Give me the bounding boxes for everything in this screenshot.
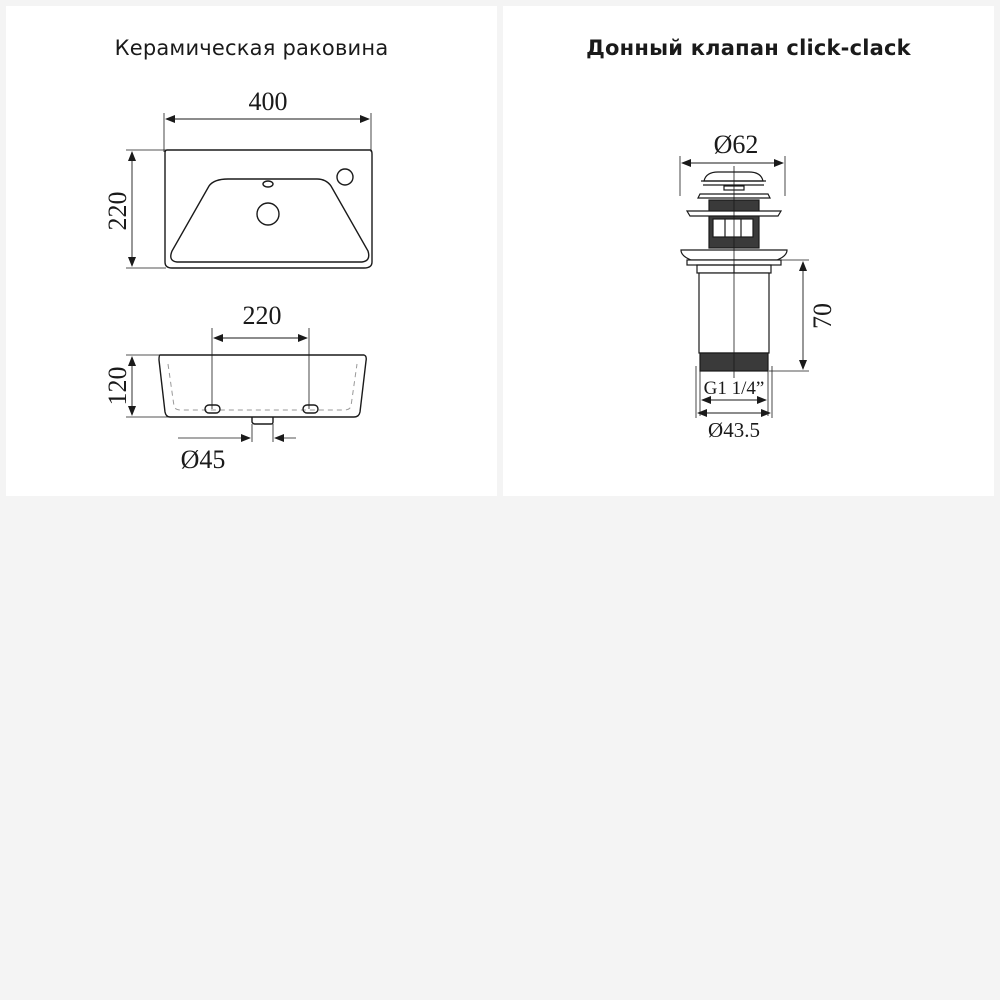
valve-drawing <box>503 6 994 496</box>
basin-drain-diameter-dimension: Ø45 <box>180 445 226 474</box>
valve-card <box>503 6 994 496</box>
valve-outer-diameter-dimension: Ø43.5 <box>708 418 760 442</box>
valve-length-dimension: 70 <box>808 303 837 329</box>
basin-width-dimension: 400 <box>248 87 288 116</box>
basin-drawing <box>6 6 497 496</box>
basin-depth-dimension: 220 <box>103 191 132 231</box>
basin-top-view <box>126 113 372 268</box>
valve-thread-dimension: G1 1/4” <box>703 378 765 399</box>
basin-height-dimension: 120 <box>103 366 132 406</box>
valve-title: Донный клапан click-clack <box>586 36 911 60</box>
basin-card <box>6 6 497 496</box>
basin-title: Керамическая раковина <box>114 36 389 60</box>
basin-side-view <box>126 328 366 442</box>
valve-cap-diameter-dimension: Ø62 <box>713 130 759 159</box>
basin-mount-spacing-dimension: 220 <box>242 301 282 330</box>
